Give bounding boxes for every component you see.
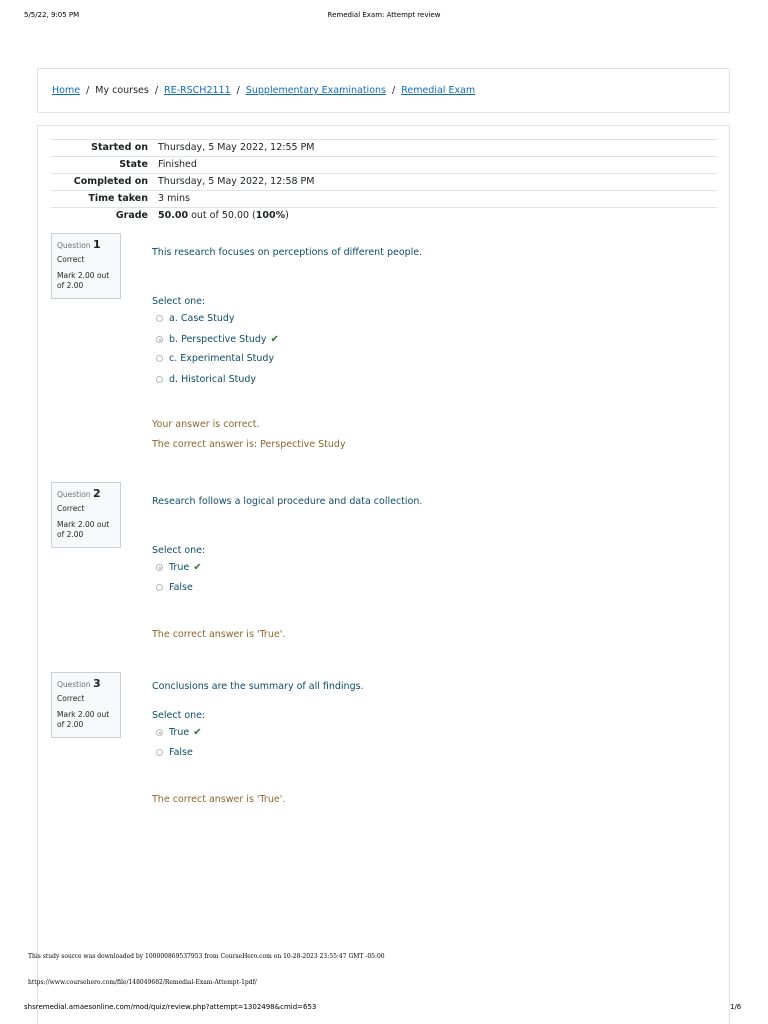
correct-check-icon: ✔	[193, 727, 202, 738]
summary-value: Finished	[158, 157, 717, 174]
source-note: This study source was downloaded by 100000869537953 from CourseHero.com on 10-28-2023 23:55:47 GMT -05:00	[28, 953, 385, 960]
option-label: c. Experimental Study	[169, 353, 275, 364]
question-mark: Mark 2.00 out of 2.00	[57, 710, 110, 729]
question-label: Question	[57, 241, 91, 250]
q1-option-d[interactable]	[156, 374, 256, 385]
breadcrumb-course-link[interactable]: RE-RSCH2111	[164, 85, 231, 96]
question-state: Correct	[57, 694, 85, 704]
question-info-3	[51, 672, 121, 738]
page-number: 1/6	[730, 1003, 742, 1011]
summary-row-grade	[51, 208, 717, 225]
radio-button[interactable]	[156, 584, 163, 591]
radio-button[interactable]	[156, 315, 163, 322]
review-panel	[37, 125, 730, 1024]
summary-row-state	[51, 157, 717, 174]
q1-option-c[interactable]	[156, 353, 274, 364]
radio-button-selected[interactable]	[156, 336, 163, 343]
q3-option-false[interactable]	[156, 747, 193, 758]
q2-option-true[interactable]	[156, 562, 202, 573]
question-state: Correct	[57, 255, 85, 265]
grade-score: 50.00	[158, 210, 189, 221]
question-info-1	[51, 233, 121, 299]
q3-right-answer: The correct answer is 'True'.	[152, 794, 286, 805]
summary-label: Time taken	[51, 191, 158, 208]
summary-value: 3 mins	[158, 191, 717, 208]
source-url: https://www.coursehero.com/file/148049682/Remedial-Exam-Attempt-1pdf/	[28, 979, 257, 986]
q2-option-false[interactable]	[156, 582, 193, 593]
summary-label: Started on	[51, 140, 158, 157]
select-one-label: Select one:	[152, 710, 206, 721]
breadcrumb-separator: /	[391, 85, 396, 96]
radio-button[interactable]	[156, 749, 163, 756]
summary-label: Grade	[51, 208, 158, 225]
breadcrumb	[52, 85, 475, 96]
option-label: True	[169, 562, 190, 573]
breadcrumb-section-link[interactable]: Supplementary Examinations	[245, 85, 386, 96]
question-text-2: Research follows a logical procedure and data collection.	[152, 496, 423, 507]
question-number	[57, 487, 115, 501]
breadcrumb-panel	[37, 68, 730, 113]
summary-row-completed	[51, 174, 717, 191]
option-label: d. Historical Study	[169, 374, 257, 385]
summary-row-time-taken	[51, 191, 717, 208]
question-number-value: 3	[92, 677, 101, 690]
grade-out-of: out of 50.00 (	[188, 210, 256, 221]
summary-label: State	[51, 157, 158, 174]
radio-button-selected[interactable]	[156, 564, 163, 571]
question-number	[57, 677, 115, 691]
breadcrumb-separator: /	[154, 85, 159, 96]
print-title: Remedial Exam: Attempt review	[327, 11, 441, 19]
question-number-value: 2	[92, 487, 101, 500]
print-datetime: 5/5/22, 9:05 PM	[24, 11, 80, 19]
summary-row-started	[51, 140, 717, 157]
question-state: Correct	[57, 504, 85, 514]
breadcrumb-home-link[interactable]: Home	[52, 85, 81, 96]
question-mark: Mark 2.00 out of 2.00	[57, 520, 110, 539]
question-text-3: Conclusions are the summary of all findings.	[152, 681, 364, 692]
radio-button[interactable]	[156, 355, 163, 362]
breadcrumb-separator: /	[86, 85, 90, 96]
q1-option-a[interactable]	[156, 313, 235, 324]
grade-close: )	[285, 210, 289, 221]
option-label: True	[169, 727, 190, 738]
option-label: b. Perspective Study	[169, 334, 267, 345]
question-number-value: 1	[92, 238, 101, 251]
option-label: False	[169, 747, 193, 758]
radio-button[interactable]	[156, 376, 163, 383]
q1-option-b[interactable]	[156, 334, 279, 345]
correct-check-icon: ✔	[193, 562, 202, 573]
q3-option-true[interactable]	[156, 727, 202, 738]
question-label: Question	[57, 680, 91, 689]
question-text-1: This research focuses on perceptions of different people.	[152, 247, 423, 258]
attempt-summary-table	[51, 139, 717, 224]
radio-button-selected[interactable]	[156, 729, 163, 736]
footer-url: shsremedial.amaesonline.com/mod/quiz/review.php?attempt=1302498&cmid=653	[24, 1003, 317, 1011]
print-header	[0, 11, 768, 23]
summary-value: Thursday, 5 May 2022, 12:55 PM	[158, 140, 717, 157]
summary-value: Thursday, 5 May 2022, 12:58 PM	[158, 174, 717, 191]
breadcrumb-my-courses: My courses	[95, 85, 149, 96]
select-one-label: Select one:	[152, 296, 206, 307]
grade-percent: 100%	[255, 210, 286, 221]
question-info-2	[51, 482, 121, 548]
option-label: a. Case Study	[169, 313, 235, 324]
q1-right-answer: The correct answer is: Perspective Study	[152, 439, 346, 450]
correct-check-icon: ✔	[270, 334, 279, 345]
q1-general-feedback: Your answer is correct.	[152, 419, 260, 430]
summary-label: Completed on	[51, 174, 158, 191]
select-one-label: Select one:	[152, 545, 206, 556]
breadcrumb-separator: /	[236, 85, 240, 96]
question-mark: Mark 2.00 out of 2.00	[57, 271, 110, 290]
question-number	[57, 238, 115, 252]
grade-value	[158, 208, 717, 225]
q2-right-answer: The correct answer is 'True'.	[152, 629, 286, 640]
question-label: Question	[57, 490, 91, 499]
breadcrumb-quiz-link[interactable]: Remedial Exam	[401, 85, 476, 96]
option-label: False	[169, 582, 193, 593]
